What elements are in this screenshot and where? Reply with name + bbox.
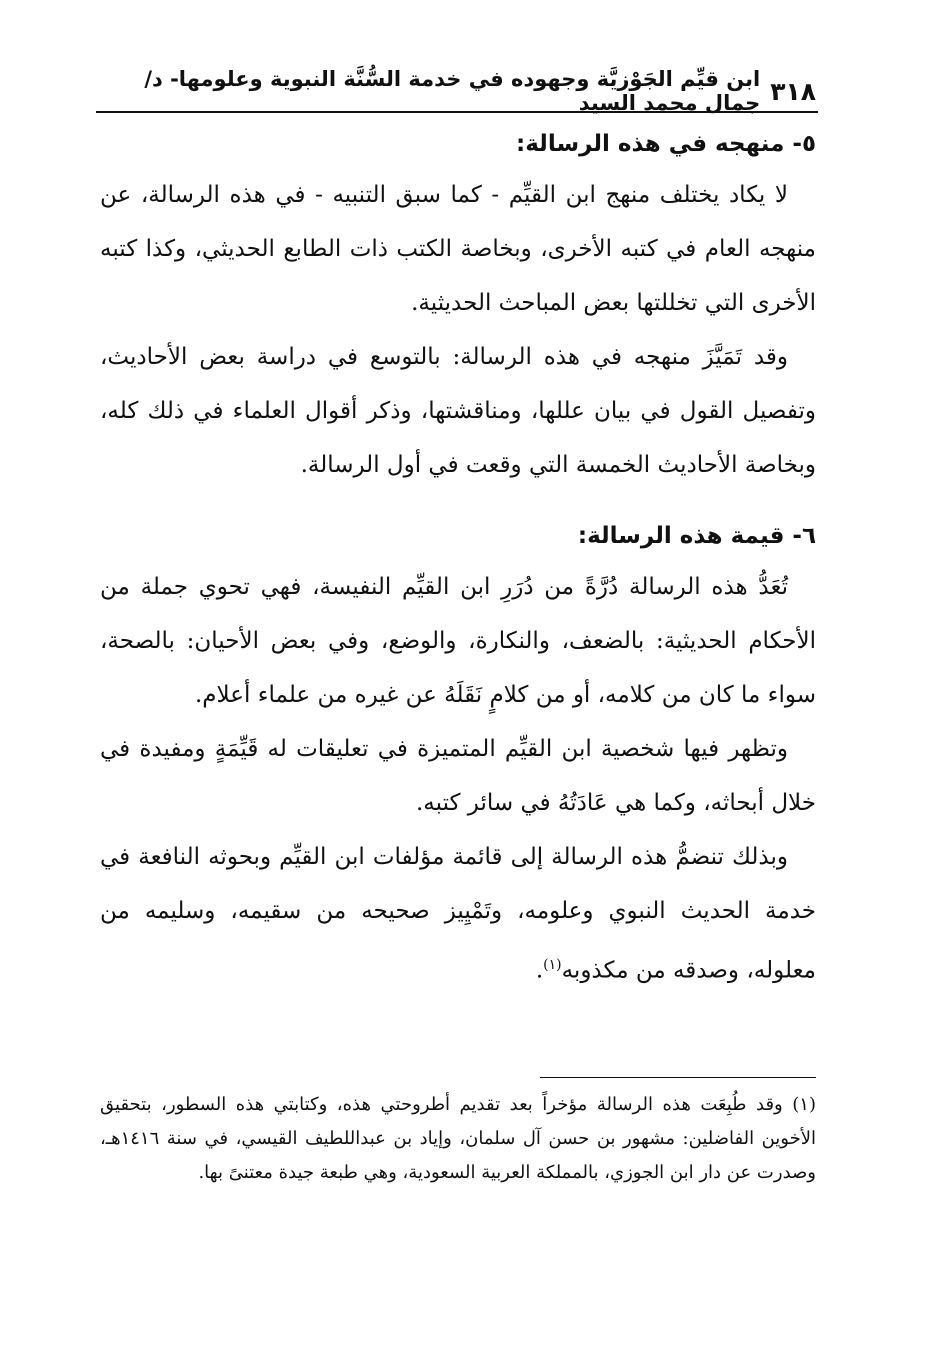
paragraph-text: وبذلك تنضمُّ هذه الرسالة إلى قائمة مؤلفات ابن القيِّم وبحوثه النافعة في خدمة الحديث النبوي وعلومه، وتَمْيِيز صحيحه من سقيمه، وسليمه من معلوله، وصدقه من مكذوبه bbox=[100, 844, 816, 984]
header-rule bbox=[96, 111, 818, 113]
running-title: ابن قيِّم الجَوْزيَّة وجهوده في خدمة السُّنَّة النبوية وعلومها- د/جمال محمد السيد bbox=[144, 67, 761, 115]
section-heading-value: ٦- قيمة هذه الرسالة: bbox=[577, 523, 816, 549]
footnote-reference[interactable]: (١) bbox=[543, 957, 562, 973]
footnote-rule bbox=[540, 1077, 816, 1078]
main-text bbox=[100, 120, 816, 998]
page-number: ٣١٨ bbox=[770, 76, 816, 106]
paragraph: وبذلك تنضمُّ هذه الرسالة إلى قائمة مؤلفات ابن القيِّم وبحوثه النافعة في خدمة الحديث النبوي وعلومه، وتَمْيِيز صحيحه من سقيمه، وسليمه من معلوله، وصدقه من مكذوبه$^{(١)}$. bbox=[100, 844, 816, 984]
paragraph: وقد تَمَيَّزَ منهجه في هذه الرسالة: بالتوسع في دراسة بعض الأحاديث، وتفصيل القول في بيان عللها، ومناقشتها، وذكر أقوال العلماء في ذلك كله، وبخاصة الأحاديث الخمسة التي وقعت في أول الرسالة. bbox=[100, 344, 816, 478]
paragraph: وتظهر فيها شخصية ابن القيِّم المتميزة في تعليقات له قَيِّمَةٍ ومفيدة في خلال أبحاثه، وكما هي عَادَتُهُ في سائر كتبه. bbox=[100, 736, 816, 816]
footnote: (١) وقد طُبِعَت هذه الرسالة مؤخراً بعد تقديم أطروحتي هذه، وكتابتي هذه السطور، بتحقيق الأخوين الفاضلين: مشهور بن حسن آل سلمان، وإياد بن عبداللطيف القيسي، في سنة ١٤١٦هـ، وصدرت عن دار ابن الجوزي، بالمملكة العربية السعودية، وهي طبعة جيدة معتنىً بها. bbox=[100, 1094, 816, 1183]
paragraph: تُعَدُّ هذه الرسالة دُرَّةً من دُرَرِ ابن القيِّم النفيسة، فهي تحوي جملة من الأحكام الحديثية: بالضعف، والنكارة، والوضع، وفي بعض الأحيان: بالصحة، سواء ما كان من كلامه، أو من كلامٍ نَقَلَهُ عن غيره من علماء أعلام. bbox=[100, 574, 816, 708]
section-heading-methodology: ٥- منهجه في هذه الرسالة: bbox=[516, 131, 816, 157]
paragraph: لا يكاد يختلف منهج ابن القيِّم - كما سبق التنبيه - في هذه الرسالة، عن منهجه العام في كتبه الأخرى، وبخاصة الكتب ذات الطابع الحديثي، وكذا كتبه الأخرى التي تخللتها بعض المباحث الحديثية. bbox=[100, 182, 816, 316]
running-header bbox=[96, 67, 816, 115]
